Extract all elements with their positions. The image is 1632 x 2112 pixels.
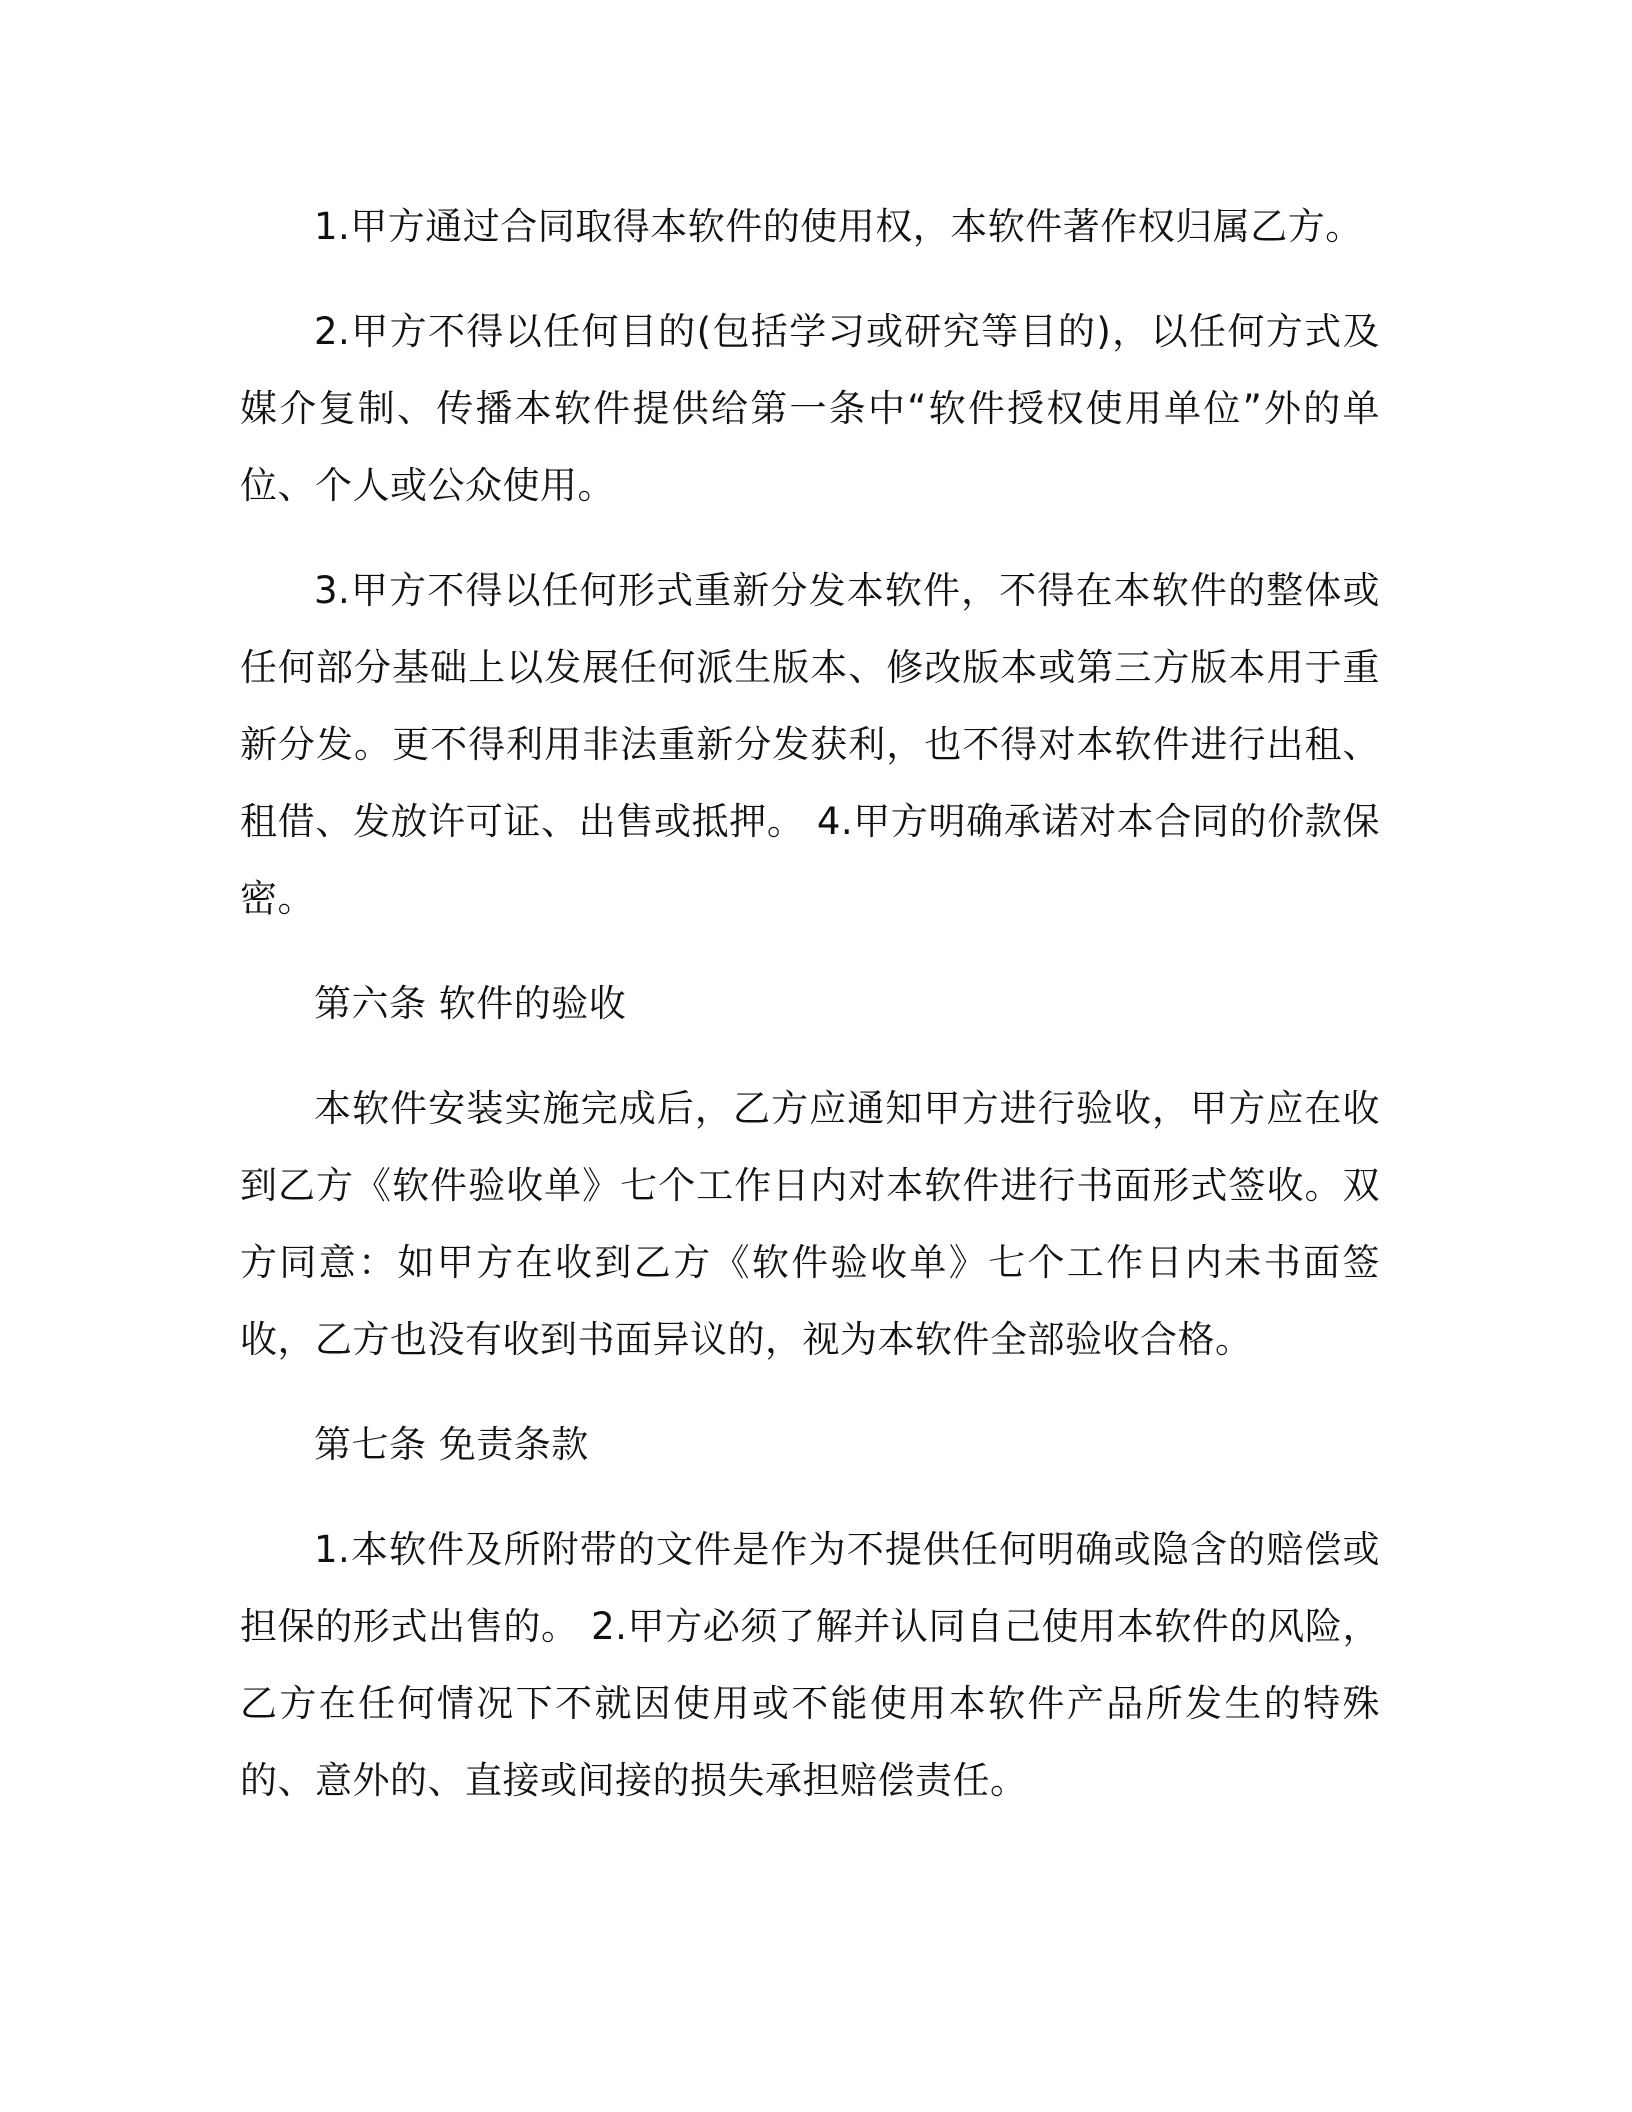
document-page (240, 188, 1380, 1847)
article-7-body: 1.本软件及所附带的文件是作为不提供任何明确或隐含的赔偿或担保的形式出售的。 2.甲方必须了解并认同自己使用本软件的风险，乙方在任何情况下不就因使用或不能使用本软件产品所发生的特殊的、意外的、直接或间接的损失承担赔偿责任。 (240, 1528, 1380, 1802)
clause-5-item-3-4: 3.甲方不得以任何形式重新分发本软件，不得在本软件的整体或任何部分基础上以发展任何派生版本、修改版本或第三方版本用于重新分发。更不得利用非法重新分发获利，也不得对本软件进行出租、租借、发放许可证、出售或抵押。 4.甲方明确承诺对本合同的价款保密。 (240, 569, 1380, 920)
section-heading-article-7: 第七条 免责条款 (314, 1423, 589, 1466)
clause-5-item-1: 1.甲方通过合同取得本软件的使用权，本软件著作权归属乙方。 (314, 205, 1363, 248)
article-6-body: 本软件安装实施完成后，乙方应通知甲方进行验收，甲方应在收到乙方《软件验收单》七个工作日内对本软件进行书面形式签收。双方同意：如甲方在收到乙方《软件验收单》七个工作日内未书面签收，乙方也没有收到书面异议的，视为本软件全部验收合格。 (240, 1087, 1380, 1361)
section-heading-article-6: 第六条 软件的验收 (314, 982, 627, 1025)
clause-5-item-2: 2.甲方不得以任何目的(包括学习或研究等目的)，以任何方式及媒介复制、传播本软件提供给第一条中“软件授权使用单位”外的单位、个人或公众使用。 (240, 310, 1380, 507)
